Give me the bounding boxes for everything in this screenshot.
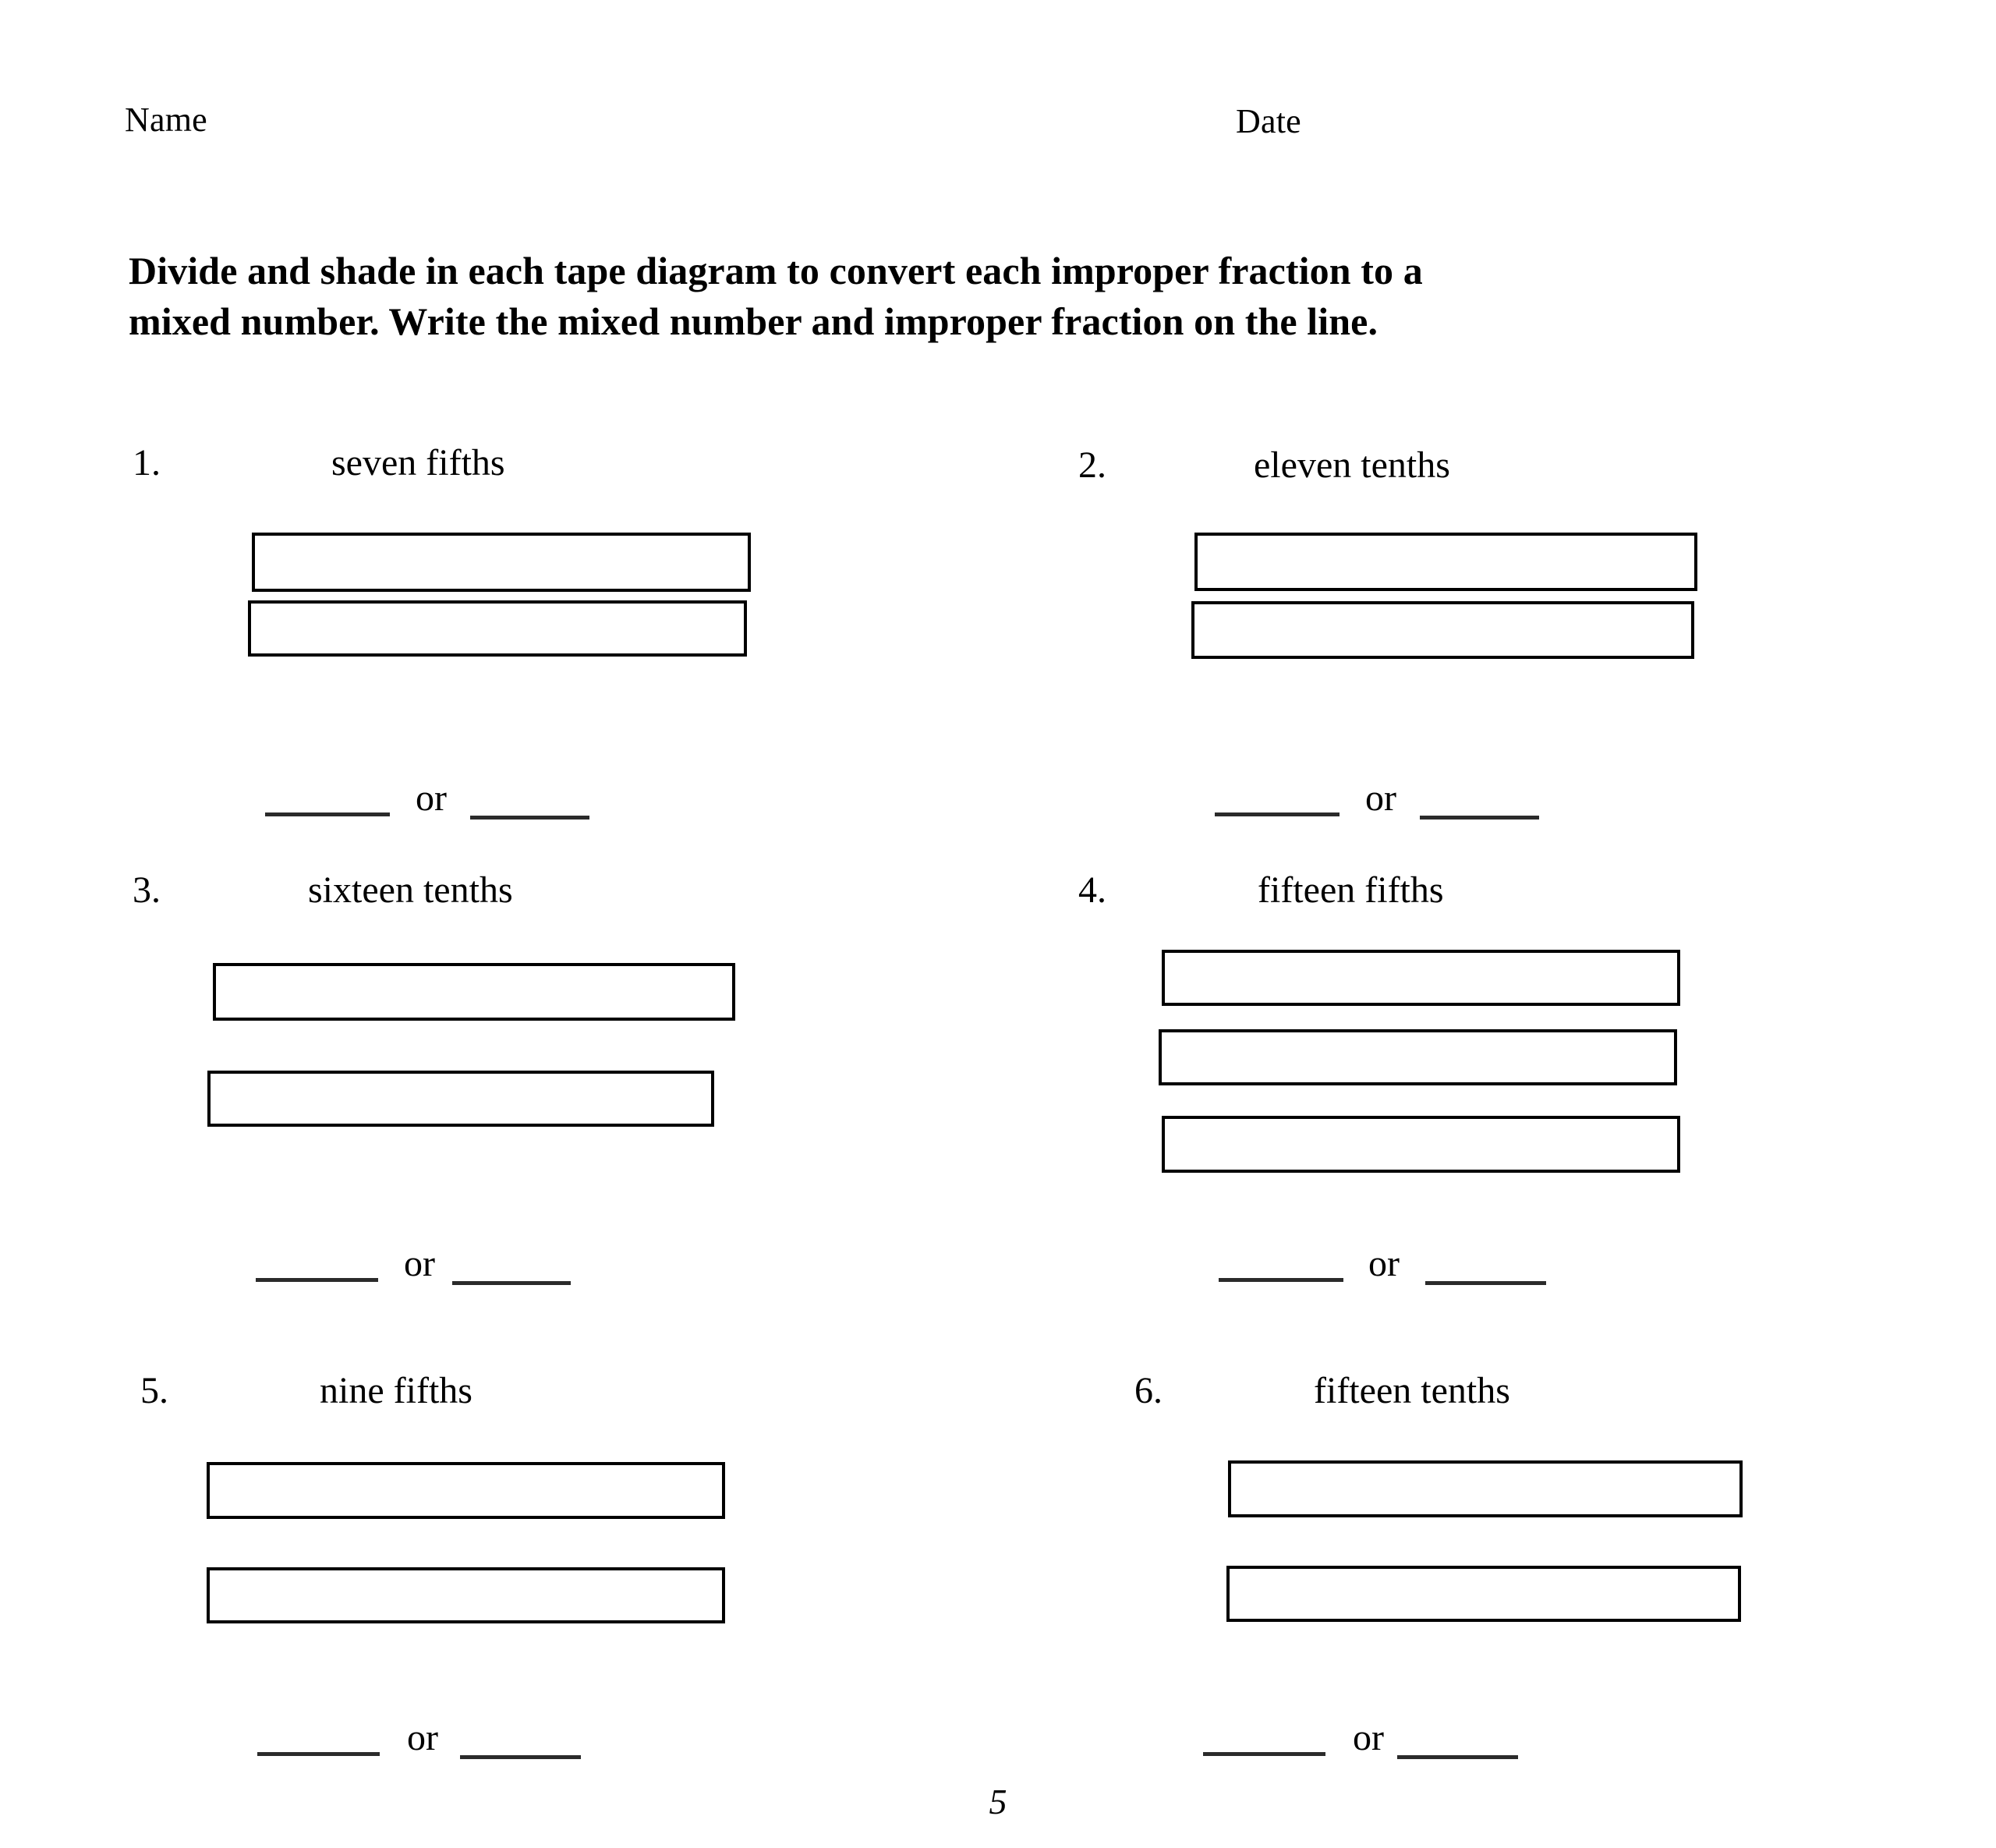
problem-3-answer-row (133, 1227, 951, 1289)
problem-4-tape-bar-1[interactable] (1162, 950, 1680, 1006)
problem-6-or-label: or (1353, 1717, 1384, 1758)
problem-5-number: 5. (140, 1370, 168, 1411)
problem-2-number: 2. (1078, 444, 1106, 486)
problem-4-mixed-number-blank[interactable] (1219, 1278, 1343, 1282)
problem-6-tape-bar-2[interactable] (1226, 1566, 1741, 1622)
problem-3-heading (133, 869, 951, 928)
problem-1-or-label: or (416, 777, 447, 819)
problem-4-or-label: or (1368, 1243, 1400, 1284)
problem-3-number: 3. (133, 869, 161, 911)
problem-6-title: fifteen tenths (1314, 1370, 1510, 1411)
instructions-line-2: mixed number. Write the mixed number and improper fraction on the line. (129, 299, 1378, 343)
name-label: Name (125, 101, 207, 139)
problem-4-title: fifteen fifths (1258, 869, 1444, 911)
problem-5-improper-fraction-blank[interactable] (460, 1755, 581, 1759)
problem-1-title: seven fifths (331, 442, 505, 483)
instructions-line-1: Divide and shade in each tape diagram to convert each improper fraction to a (129, 249, 1423, 292)
problem-3-title: sixteen tenths (308, 869, 513, 911)
problem-1 (133, 444, 951, 842)
problem-6-heading (1134, 1372, 1953, 1428)
problem-6-answer-row (1134, 1696, 1953, 1758)
problem-3-tape-bar-1[interactable] (213, 963, 735, 1021)
problem-3-improper-fraction-blank[interactable] (452, 1281, 571, 1285)
problem-4-improper-fraction-blank[interactable] (1425, 1281, 1546, 1285)
problem-6-mixed-number-blank[interactable] (1203, 1752, 1325, 1756)
problem-3-tape-bar-2[interactable] (207, 1071, 714, 1127)
problem-5-answer-row (140, 1696, 959, 1758)
problem-1-number: 1. (133, 442, 161, 483)
problem-3-or-label: or (404, 1243, 435, 1284)
problem-1-answer-row (133, 756, 951, 819)
problem-2-mixed-number-blank[interactable] (1215, 812, 1340, 816)
page-number: 5 (989, 1782, 1007, 1821)
date-label: Date (1236, 102, 1301, 140)
problem-4-answer-row (1078, 1227, 1897, 1289)
problem-5-tape-bar-1[interactable] (207, 1462, 725, 1519)
problem-5 (140, 1372, 959, 1778)
problem-2-heading (1078, 444, 1897, 503)
problem-6-number: 6. (1134, 1370, 1163, 1411)
problem-4-tape-bar-2[interactable] (1159, 1029, 1677, 1085)
problem-5-mixed-number-blank[interactable] (257, 1752, 380, 1756)
problem-1-mixed-number-blank[interactable] (265, 812, 390, 816)
instructions-text (129, 246, 1789, 347)
problem-6-tape-bar-1[interactable] (1228, 1460, 1743, 1517)
problem-3 (133, 869, 951, 1308)
problem-4-heading (1078, 869, 1897, 928)
problem-2-improper-fraction-blank[interactable] (1420, 816, 1539, 820)
problem-1-tape-bar-1[interactable] (252, 533, 751, 592)
problem-5-heading (140, 1372, 959, 1428)
problem-4 (1078, 869, 1897, 1308)
problem-2 (1078, 444, 1897, 844)
problem-1-tape-bar-2[interactable] (248, 600, 747, 657)
problem-5-or-label: or (407, 1717, 438, 1758)
problem-4-number: 4. (1078, 869, 1106, 911)
problem-4-tape-bar-3[interactable] (1162, 1116, 1680, 1173)
problem-2-tape-bar-1[interactable] (1194, 533, 1697, 591)
problem-2-or-label: or (1365, 777, 1396, 819)
problem-5-title: nine fifths (320, 1370, 472, 1411)
problem-3-mixed-number-blank[interactable] (256, 1278, 378, 1282)
problem-1-heading (133, 444, 951, 501)
problem-2-tape-bar-2[interactable] (1191, 601, 1694, 659)
problem-2-answer-row (1078, 756, 1897, 819)
problem-5-tape-bar-2[interactable] (207, 1567, 725, 1623)
problem-6-improper-fraction-blank[interactable] (1397, 1755, 1518, 1759)
problem-2-title: eleven tenths (1254, 444, 1450, 486)
problem-6 (1134, 1372, 1953, 1778)
problem-1-improper-fraction-blank[interactable] (470, 816, 589, 820)
